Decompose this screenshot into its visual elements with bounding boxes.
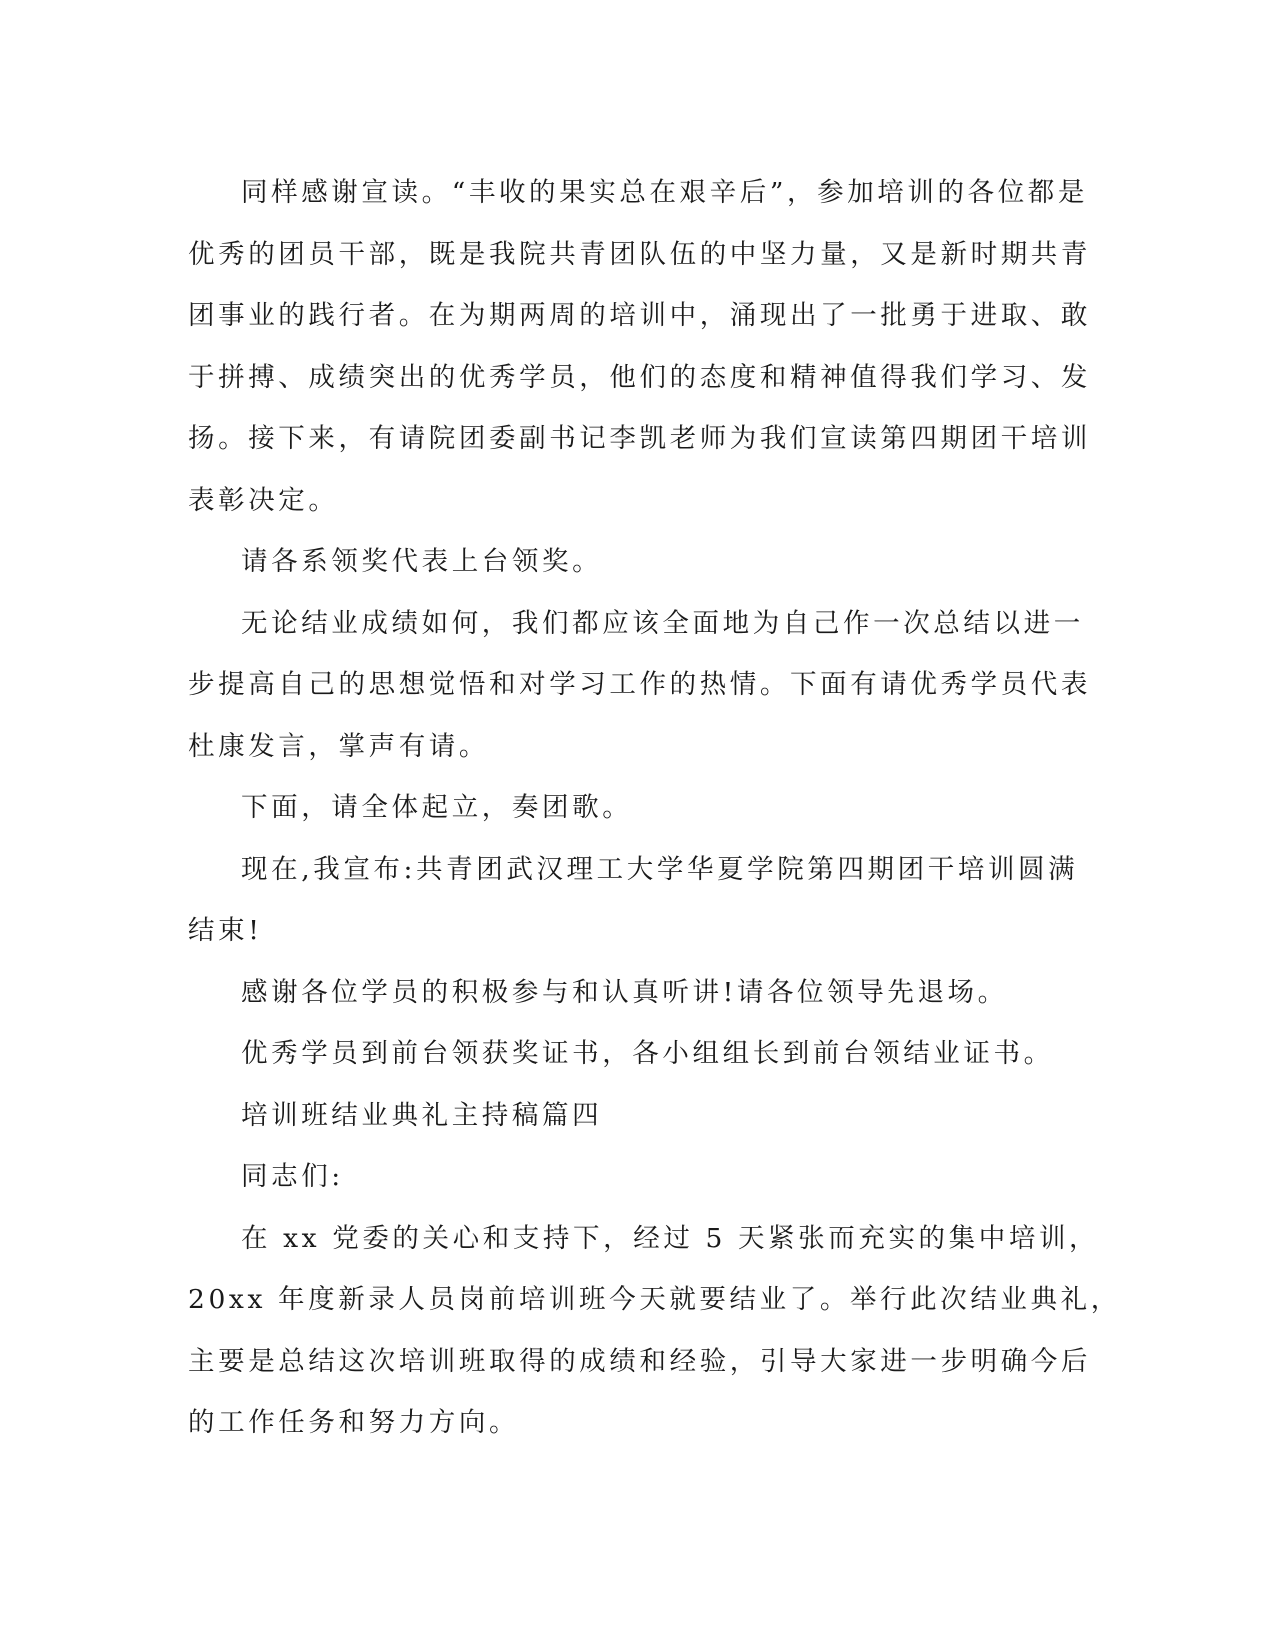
paragraph-training-intro <box>188 1208 1121 1454</box>
paragraph-summary-speech <box>188 593 1091 778</box>
paragraph-closing-announcement <box>188 839 1079 962</box>
text-line: 同样感谢宣读。“丰收的果实总在艰辛后”，参加培训的各位都是 <box>241 177 1088 208</box>
text-line: 无论结业成绩如何，我们都应该全面地为自己作一次总结以进一 <box>241 607 1084 639</box>
text-line: 团事业的践行者。在为期两周的培训中，涌现出了一批勇于进取、敢 <box>188 300 1091 331</box>
text-line: 主要是总结这次培训班取得的成绩和经验，引导大家进一步明确今后 <box>188 1345 1091 1377</box>
section-heading <box>188 1085 1068 1147</box>
paragraph-league-song <box>188 777 1068 839</box>
text-line: 于拼搏、成绩突出的优秀学员，他们的态度和精神值得我们学习、发 <box>188 361 1091 393</box>
text-line: 同志们: <box>241 1161 344 1192</box>
text-line: 优秀学员到前台领获奖证书，各小组组长到前台领结业证书。 <box>241 1038 1054 1069</box>
text-line: 在 xx 党委的关心和支持下，经过 5 天紧张而充实的集中培训， <box>241 1222 1100 1254</box>
text-line: 表彰决定。 <box>188 484 339 516</box>
text-line: 请各系领奖代表上台领奖。 <box>241 546 603 577</box>
document-body <box>188 162 1121 1454</box>
paragraph-thanks-reading <box>188 162 1091 531</box>
text-line: 培训班结业典礼主持稿篇四 <box>241 1099 603 1131</box>
text-line: 杜康发言，掌声有请。 <box>188 730 489 762</box>
text-line: 20xx 年度新录人员岗前培训班今天就要结业了。举行此次结业典礼， <box>188 1284 1121 1315</box>
text-line: 感谢各位学员的积极参与和认真听讲!请各位领导先退场。 <box>241 976 1008 1008</box>
text-line: 结束! <box>188 915 263 946</box>
text-line: 优秀的团员干部，既是我院共青团队伍的中坚力量，又是新时期共青 <box>188 238 1091 270</box>
text-line: 扬。接下来，有请院团委副书记李凯老师为我们宣读第四期团干培训 <box>188 423 1091 454</box>
text-line: 下面，请全体起立，奏团歌。 <box>241 792 633 823</box>
text-line: 现在,我宣布:共青团武汉理工大学华夏学院第四期团干培训圆满 <box>241 853 1079 885</box>
text-line: 步提高自己的思想觉悟和对学习工作的热情。下面有请优秀学员代表 <box>188 669 1091 700</box>
text-line: 的工作任务和努力方向。 <box>188 1407 520 1438</box>
paragraph-award-representatives <box>188 531 1068 593</box>
paragraph-thank-participants <box>188 962 1068 1024</box>
paragraph-certificates <box>188 1023 1068 1085</box>
salutation <box>188 1146 1068 1208</box>
